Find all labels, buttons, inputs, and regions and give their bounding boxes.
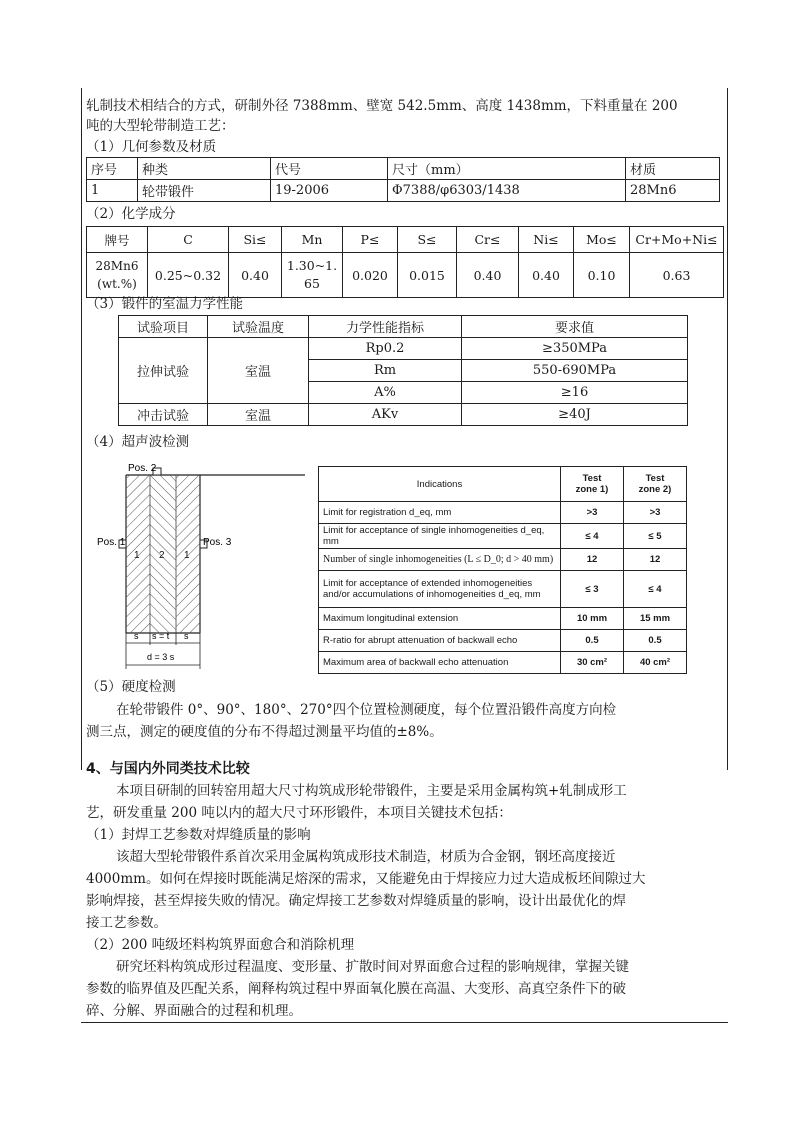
intro-line-2: 吨的大型轮带制造工艺： [86,118,235,134]
table-cell: Limit for acceptance of single inhomogeneities d_eq, mm [319,524,561,549]
table-header-cell: 尺寸（mm） [388,158,626,180]
table-cell: 0.020 [343,253,398,298]
section-4-title: 4、与国内外同类技术比较 [86,761,250,777]
table-row [319,467,687,502]
table-cell: 1 [87,180,138,202]
table-row [319,571,687,608]
table-cell: Maximum area of backwall echo attenuation [319,652,561,674]
table-cell: 10 mm [561,608,624,630]
table-header-cell: Si≤ [229,227,282,253]
pos2-label: Pos. 2 [128,463,157,474]
table-header-cell: 试验温度 [208,316,309,338]
subsection-1-line: 接工艺参数。 [86,915,167,931]
table-cell: Rp0.2 [309,338,462,360]
table-header-cell: C [148,227,229,253]
table-header-cell: 材质 [626,158,720,180]
page-bottom-border [81,1022,728,1023]
subsection-1-line: 4000mm。如何在焊接时既能满足熔深的需求，又能避免由于焊接应力过大造成板坯间隙过大 [86,871,646,887]
chem-heading: （2）化学成分 [86,206,176,222]
table-cell: 0.015 [398,253,457,298]
table-cell: 轮带锻件 [138,180,271,202]
mn-value-line-2: 65 [304,276,320,291]
table-cell: 0.25~0.32 [148,253,229,298]
zone-label: 1 [184,550,190,561]
table-cell: 0.40 [519,253,574,298]
table-row [87,158,720,180]
table-cell: ≤ 3 [561,571,624,608]
table-cell: A% [309,382,462,404]
section-4-paragraph-line: 本项目研制的回转窑用超大尺寸构筑成形轮带锻件，主要是采用金属构筑+轧制成形工 [116,783,627,799]
table-cell: ≥16 [462,382,688,404]
table-cell: 28Mn6 [626,180,720,202]
dim-st-label: s = t [152,631,170,641]
table-header-cell: Ni≤ [519,227,574,253]
table-row [319,549,687,571]
mech-table [118,315,688,426]
table-header-cell: Cr≤ [457,227,519,253]
table-cell: >3 [624,502,687,524]
table-header-cell: 力学性能指标 [309,316,462,338]
table-cell: 550-690MPa [462,360,688,382]
table-row [87,227,724,253]
table-cell: 0.63 [630,253,724,298]
geometry-heading: （1）几何参数及材质 [86,139,217,155]
table-cell [319,571,561,608]
table-cell: 30 cm² [561,652,624,674]
table-cell: 40 cm² [624,652,687,674]
table-row [119,338,688,360]
table-row [87,180,720,202]
table-cell: R-ratio for abrupt attenuation of backwall echo [319,630,561,652]
pos1-label: Pos. 1 [97,537,126,548]
table-cell: AKv [309,404,462,426]
table-header-cell: 要求值 [462,316,688,338]
zone-label: 1 [134,550,140,561]
subsection-1-line: 该超大型轮带锻件系首次采用金属构筑成形技术制造，材质为合金钢，钢坯高度接近 [116,849,616,865]
table-header-cell: 序号 [87,158,138,180]
row-label-line2: and/or accumulations of inhomogeneities d_eq, mm [323,589,541,600]
pos3-label: Pos. 3 [203,537,232,548]
table-header-cell: 代号 [271,158,388,180]
grade-name: 28Mn6 [95,259,139,273]
subheading-2: （2）200 吨级坯料构筑界面愈合和消除机理 [86,937,355,953]
zone1-header-line1: Test [582,473,602,484]
table-cell: 0.40 [229,253,282,298]
table-cell: Limit for registration d_eq, mm [319,502,561,524]
table-cell: 室温 [208,404,309,426]
hardness-line-1: 在轮带锻件 0°、90°、180°、270°四个位置检测硬度，每个位置沿锻件高度方向检 [116,702,617,718]
ultrasonic-table [318,466,687,674]
row-label-line1: Limit for acceptance of extended inhomogeneities [323,578,533,589]
subsection-2-line: 研究坯料构筑成形过程温度、变形量、扩散时间对界面愈合过程的影响规律，掌握关键 [116,959,629,975]
table-cell: 0.40 [457,253,519,298]
zone-label: 2 [159,550,165,561]
table-cell [87,253,148,298]
table-row [319,524,687,549]
dim-s-label: s [134,631,139,641]
chem-table [86,226,724,298]
table-row [87,253,724,298]
table-header-cell [561,467,624,502]
table-cell: 12 [561,549,624,571]
mn-value-line-1: 1.30~1. [286,258,338,273]
table-row [119,316,688,338]
table-header-cell: 种类 [138,158,271,180]
subsection-2-line: 碎、分解、界面融合的过程和机理。 [86,1003,302,1019]
table-row [119,404,688,426]
table-cell: ≥350MPa [462,338,688,360]
intro-line-1: 轧制技术相结合的方式，研制外径 7388mm、壁宽 542.5mm、高度 1438mm，下料重量在 200 [86,98,678,114]
table-row [319,652,687,674]
section-4-paragraph-line: 艺，研发重量 200 吨以内的超大尺寸环形锻件，本项目关键技术包括： [86,805,512,821]
table-cell: >3 [561,502,624,524]
tensile-item-cell: 拉伸试验 [119,338,208,404]
table-cell: ≥40J [462,404,688,426]
table-cell: 0.5 [624,630,687,652]
dim-s-label: s [184,631,189,641]
table-header-cell: Mn [282,227,343,253]
geometry-table [86,157,720,202]
table-cell: ≤ 4 [624,571,687,608]
table-cell: ≤ 4 [561,524,624,549]
table-cell: ≤ 5 [624,524,687,549]
table-cell: Rm [309,360,462,382]
grade-unit: (wt.%) [97,277,137,291]
table-cell: Φ7388/φ6303/1438 [388,180,626,202]
table-cell: 19-2006 [271,180,388,202]
subsection-2-line: 参数的临界值及匹配关系，阐释构筑过程中界面氧化膜在高温、大变形、高真空条件下的破 [86,981,626,997]
table-cell: 15 mm [624,608,687,630]
table-row [319,502,687,524]
table-header-cell: 试验项目 [119,316,208,338]
table-header-cell: Cr+Mo+Ni≤ [630,227,724,253]
table-cell: 0.10 [574,253,630,298]
table-header-cell: S≤ [398,227,457,253]
hardness-heading: （5）硬度检测 [86,679,176,695]
zone1-header-line2: zone 1) [575,484,609,495]
table-cell: 12 [624,549,687,571]
subheading-1: （1）封焊工艺参数对焊缝质量的影响 [86,827,311,843]
zone2-header-line1: Test [645,473,665,484]
dim-d-label: d = 3 s [147,652,175,662]
ultrasonic-heading: （4）超声波检测 [86,434,190,450]
hardness-line-2: 测三点，测定的硬度值的分布不得超过测量平均值的±8%。 [86,724,443,740]
subsection-1-line: 影响焊接，甚至焊接失败的情况。确定焊接工艺参数对焊缝质量的影响，设计出最优化的焊 [86,893,626,909]
table-cell [282,253,343,298]
table-row [319,608,687,630]
table-row [319,630,687,652]
indications-header: Indications [319,467,561,502]
table-header-cell [624,467,687,502]
tensile-temp-cell: 室温 [208,338,309,404]
mech-heading: （3）锻件的室温力学性能 [86,296,244,312]
table-header-cell: 牌号 [87,227,148,253]
table-cell: Maximum longitudinal extension [319,608,561,630]
ultrasonic-zone-diagram [90,455,305,675]
table-header-cell: Mo≤ [574,227,630,253]
table-cell: Number of single inhomogeneities (L ≤ D_0; d > 40 mm) [319,549,561,571]
table-cell: 冲击试验 [119,404,208,426]
table-header-cell: P≤ [343,227,398,253]
zone2-header-line2: zone 2) [638,484,672,495]
table-cell: 0.5 [561,630,624,652]
